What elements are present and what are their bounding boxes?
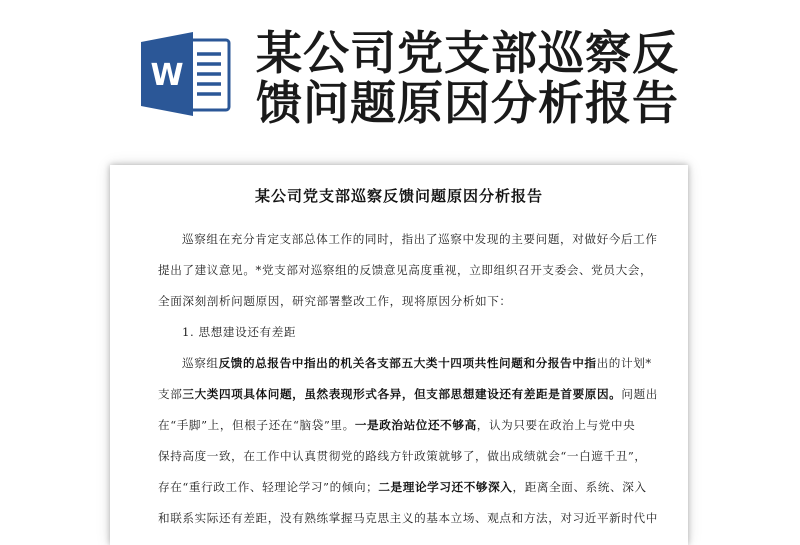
paragraph-1-line-3: 全面深刻剖析问题原因，研究部署整改工作，现将原因分析如下：: [158, 294, 512, 308]
document-page: [110, 165, 688, 545]
word-icon-letter: W: [150, 58, 184, 93]
banner-title: [256, 28, 796, 128]
paragraph-2-line-3: 在“手脚”上，但根子还在“脑袋”里。一是政治站位还不够高，认为只要在政治上与党中央: [158, 418, 636, 432]
banner-title-line-1: 某公司党支部巡察反: [256, 26, 679, 80]
paragraph-2-line-6: 和联系实际还有差距，没有熟练掌握马克思主义的基本立场、观点和方法，对习近平新时代中: [158, 511, 658, 525]
paragraph-2-line-1: 巡察组反馈的总报告中指出的机关各支部五大类十四项共性问题和分报告中指出的计划*: [182, 356, 652, 370]
section-heading-1: 1. 思想建设还有差距: [182, 325, 297, 339]
paragraph-1-line-2: 提出了建议意见。*党支部对巡察组的反馈意见高度重视，立即组织召开支委会、党员大会，: [158, 263, 653, 277]
document-title: 某公司党支部巡察反馈问题原因分析报告: [254, 187, 543, 205]
banner-title-line-2: 馈问题原因分析报告: [256, 76, 679, 130]
paragraph-1-line-1: 巡察组在充分肯定支部总体工作的同时，指出了巡察中发现的主要问题，对做好今后工作: [182, 232, 658, 246]
paragraph-2-line-2: 支部三大类四项具体问题，虽然表现形式各异，但支部思想建设还有差距是首要原因。问题出: [158, 387, 658, 401]
paragraph-2-line-4: 保持高度一致，在工作中认真贯彻党的路线方针政策就够了，做出成绩就会“一白遮千丑”，: [158, 449, 647, 463]
paragraph-2-line-5: 存在“重行政工作、轻理论学习”的倾向；二是理论学习还不够深入，距离全面、系统、深入: [158, 480, 647, 494]
banner: [0, 0, 800, 150]
word-document-icon: [141, 32, 231, 116]
